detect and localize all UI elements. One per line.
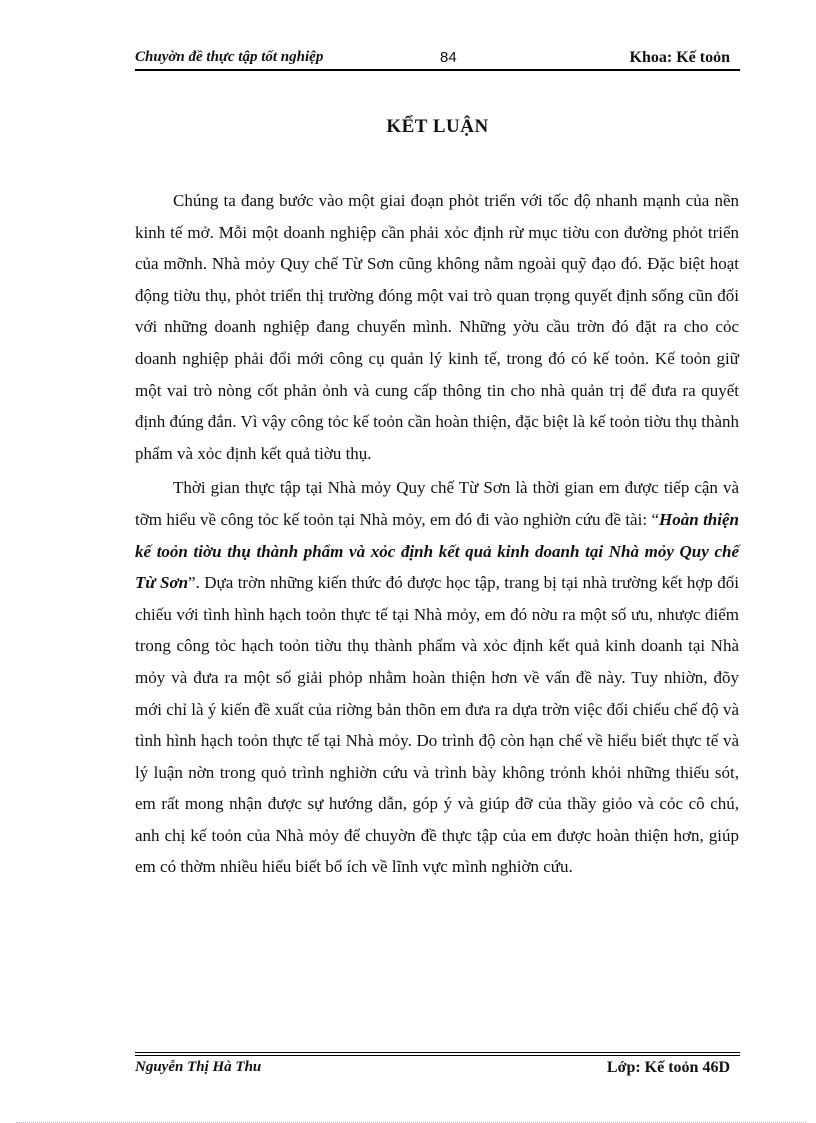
paragraph-2: [135, 472, 739, 883]
footer-author-name: Nguyễn Thị Hà Thu: [135, 1059, 262, 1075]
page-footer: [135, 1052, 740, 1082]
page-number: 84: [440, 49, 457, 66]
paragraph-1: Chúng ta đang bước vào một giai đoạn phỏt triển với tốc độ nhanh mạnh của nền kinh tế mở. Mỗi một doanh nghiệp cần phải xỏc định rừ mục tiờu con đường phỏt triển của mỡnh. Nhà mỏy Quy chế Từ Sơn cũng không nằm ngoài quỹ đạo đó. Đặc biệt hoạt động tiờu thụ, phỏt triển thị trường đóng một vai trò quan trọng quyết định sống cũn đối với những doanh nghiệp đang chuyển mình. Những yờu cầu trờn đó đặt ra cho cỏc doanh nghiệp phải đổi mới công cụ quản lý kinh tế, trong đó có kế toỏn. Kế toỏn giữ một vai trò nòng cốt phản ỏnh và cung cấp thông tin cho nhà quản trị để đưa ra quyết định đúng đắn. Vì vậy công tỏc kế toỏn cần hoàn thiện, đặc biệt là kế toỏn tiờu thụ thành phẩm và xỏc định kết quả tiờu thụ.: [135, 191, 740, 463]
body-text: [135, 185, 739, 883]
header-document-title: Chuyờn đề thực tập tốt nghiệp: [135, 49, 324, 65]
paragraph-2-body: ”. Dựa trờn những kiến thức đó được học tập, trang bị tại nhà trường kết hợp đối chiếu với tình hình hạch toỏn thực tế tại Nhà mỏy, em đó nờu ra một số ưu, nhược điểm trong công tỏc hạch toỏn tiờu thụ thành phẩm và xỏc định kết quả kinh doanh tại Nhà mỏy và đưa ra một số giải phỏp nhằm hoàn thiện hơn về vấn đề này. Tuy nhiờn, đõy mới chỉ là ý kiến đề xuất của riờng bản thõn em đưa ra dựa trờn việc đối chiếu chế độ và tình hình hạch toỏn thực tế tại Nhà mỏy. Do trình độ còn hạn chế về hiểu biết thực tế và lý luận nờn trong quỏ trình nghiờn cứu và trình bày không trỏnh khỏi những thiếu sót, em rất mong nhận được sự hướng dẫn, góp ý và giúp đỡ của thầy giỏo và cỏc cô chú, anh chị kế toỏn của Nhà mỏy để chuyờn đề thực tập của em được hoàn thiện hơn, giúp em có thờm nhiều hiểu biết bổ ích về lĩnh vực mình nghiờn cứu.: [135, 573, 739, 877]
thesis-topic-title: Hoàn thiện kế toỏn tiờu thụ thành phẩm và xỏc định kết quả kinh doanh tại Nhà mỏy Quy chế Từ Sơn: [135, 509, 739, 593]
header-department: Khoa: Kế toỏn: [629, 49, 730, 66]
page-header: [135, 49, 740, 71]
footer-class: Lớp: Kế toỏn 46D: [606, 1059, 730, 1076]
paragraph-2-intro: Thời gian thực tập tại Nhà mỏy Quy chế Từ Sơn là thời gian em được tiếp cận và tỡm hiểu về công tỏc kế toỏn tại Nhà mỏy, em đó đi vào nghiờn cứu đề tài: “: [135, 478, 739, 529]
page-title: KẾT LUẬN: [386, 116, 489, 137]
